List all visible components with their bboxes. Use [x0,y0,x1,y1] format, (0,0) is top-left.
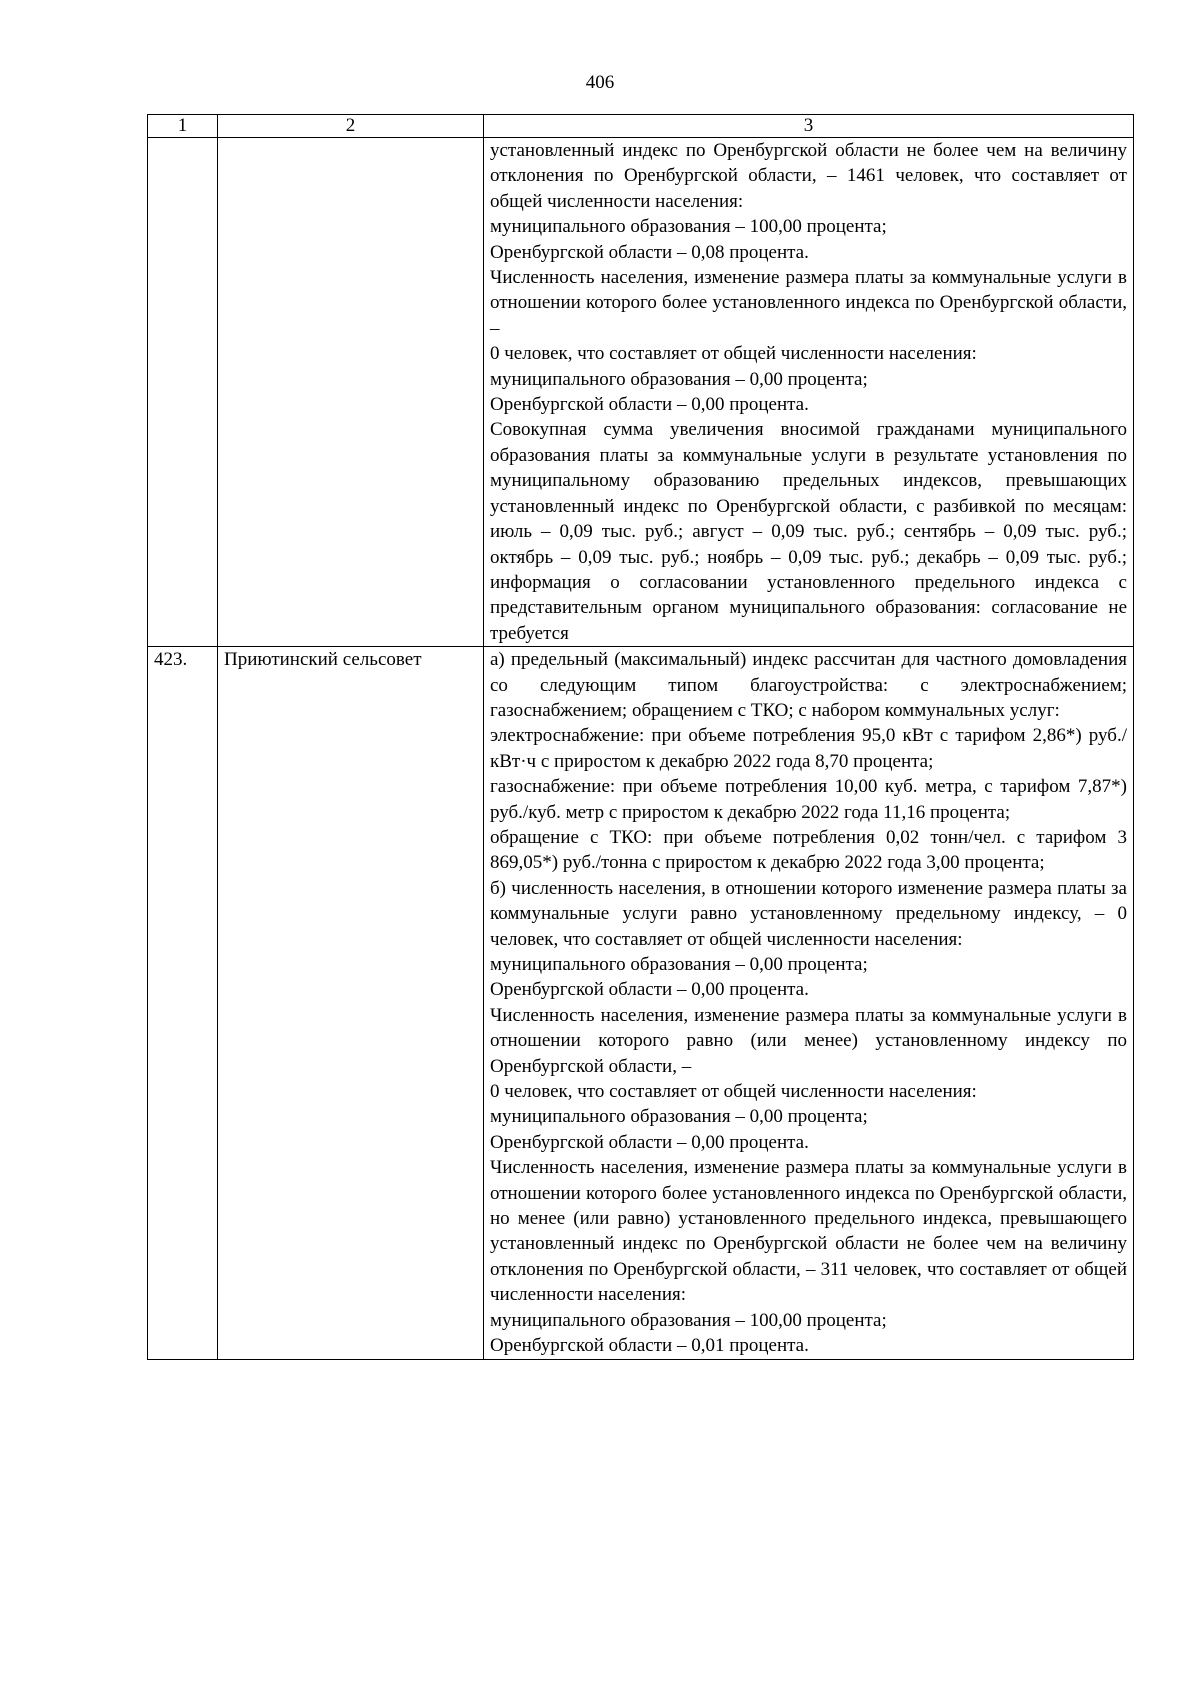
column-header-2: 2 [218,115,484,138]
text-paragraph: информация о согласовании установленного предельного индекса с представительным органом муниципального образования: согласование не требуется [490,571,1127,644]
text-paragraph: б) численность населения, в отношении которого изменение размера платы за коммунальные услуги равно установленному предельному индексу, – 0 человек, что составляет от общей численности населения: [490,877,1127,950]
text-paragraph: Численность населения, изменение размера платы за коммунальные услуги в отношении которого более установленного индекса по Оренбургской области, – [490,267,1127,339]
municipality-name: Приютинский сельсовет [218,647,484,1359]
text-paragraph: 0 человек, что составляет от общей численности населения: [490,1081,977,1103]
table-row [148,138,1134,647]
text-paragraph: установленный индекс по Оренбургской области не более чем на величину отклонения по Оренбургской области, – 1461 человек, что составляет от общей численности населения: [490,140,1127,212]
column-header-3: 3 [484,115,1134,138]
text-paragraph: муниципального образования – 0,00 процента; [490,954,868,975]
table-row [148,647,1134,1359]
text-paragraph: муниципального образования – 0,00 процента; [490,1106,868,1128]
text-paragraph: Оренбургской области – 0,00 процента. [490,1131,809,1153]
text-paragraph: Совокупная сумма увеличения вносимой гражданами муниципального образования платы за коммунальные услуги в результате установления по муниципальному образованию предельных индексов, превышающих установленный индекс по Оренбургской области, с разбивкой по месяцам: июль – 0,09 тыс. руб.; август – 0,09 тыс. руб.; сентябрь – 0,09 тыс. руб.; октябрь – 0,09 тыс. руб.; ноябрь – 0,09 тыс. руб.; декабрь – 0,09 тыс. руб.; [490,419,1127,568]
text-paragraph: 0 человек, что составляет от общей численности населения: [490,343,977,365]
page-number: 406 [585,72,615,93]
document-table [147,114,1134,1360]
text-paragraph: Оренбургской области – 0,08 процента. [490,241,809,263]
text-paragraph: Оренбургской области – 0,00 процента. [490,979,809,1001]
text-paragraph: газоснабжение: при объеме потребления 10,00 куб. метра, с тарифом 7,87*) руб./куб. метр с приростом к декабрю 2022 года 11,16 процента; [490,776,1127,823]
text-paragraph: муниципального образования – 100,00 процента; [490,1309,887,1331]
text-paragraph: Численность населения, изменение размера платы за коммунальные услуги в отношении которого более установленного индекса по Оренбургской области, но менее (или равно) установленного предельного индекса, превышающего установленный индекс по Оренбургской области не более чем на величину отклонения по Оренбургской области, – 311 человек, что составляет от общей численности населения: [490,1157,1127,1306]
text-paragraph: муниципального образования – 100,00 процента; [490,216,887,238]
row-number: 423. [148,647,218,1359]
text-paragraph: муниципального образования – 0,00 процента; [490,368,868,390]
text-paragraph: Численность населения, изменение размера платы за коммунальные услуги в отношении которого равно (или менее) установленному индексу по Оренбургской области, – [490,1004,1127,1077]
text-paragraph: а) предельный (максимальный) индекс рассчитан для частного домовладения со следующим типом благоустройства: с электроснабжением; газоснабжением; обращением с ТКО; с набором коммунальных услуг: [490,649,1127,721]
text-paragraph: Оренбургской области – 0,01 процента. [490,1335,809,1357]
text-paragraph: электроснабжение: при объеме потребления 95,0 кВт с тарифом 2,86*) руб./кВт·ч с приростом к декабрю 2022 года 8,70 процента; [490,725,1127,772]
description-cell [484,138,1134,647]
municipality-name [218,138,484,647]
table-header-row [148,115,1134,138]
row-number [148,138,218,647]
text-paragraph: Оренбургской области – 0,00 процента. [490,394,809,416]
text-paragraph: обращение с ТКО: при объеме потребления 0,02 тонн/чел. с тарифом 3 869,05*) руб./тонна с приростом к декабрю 2022 года 3,00 процента; [490,826,1127,874]
column-header-1: 1 [148,115,218,138]
description-cell [484,647,1134,1359]
